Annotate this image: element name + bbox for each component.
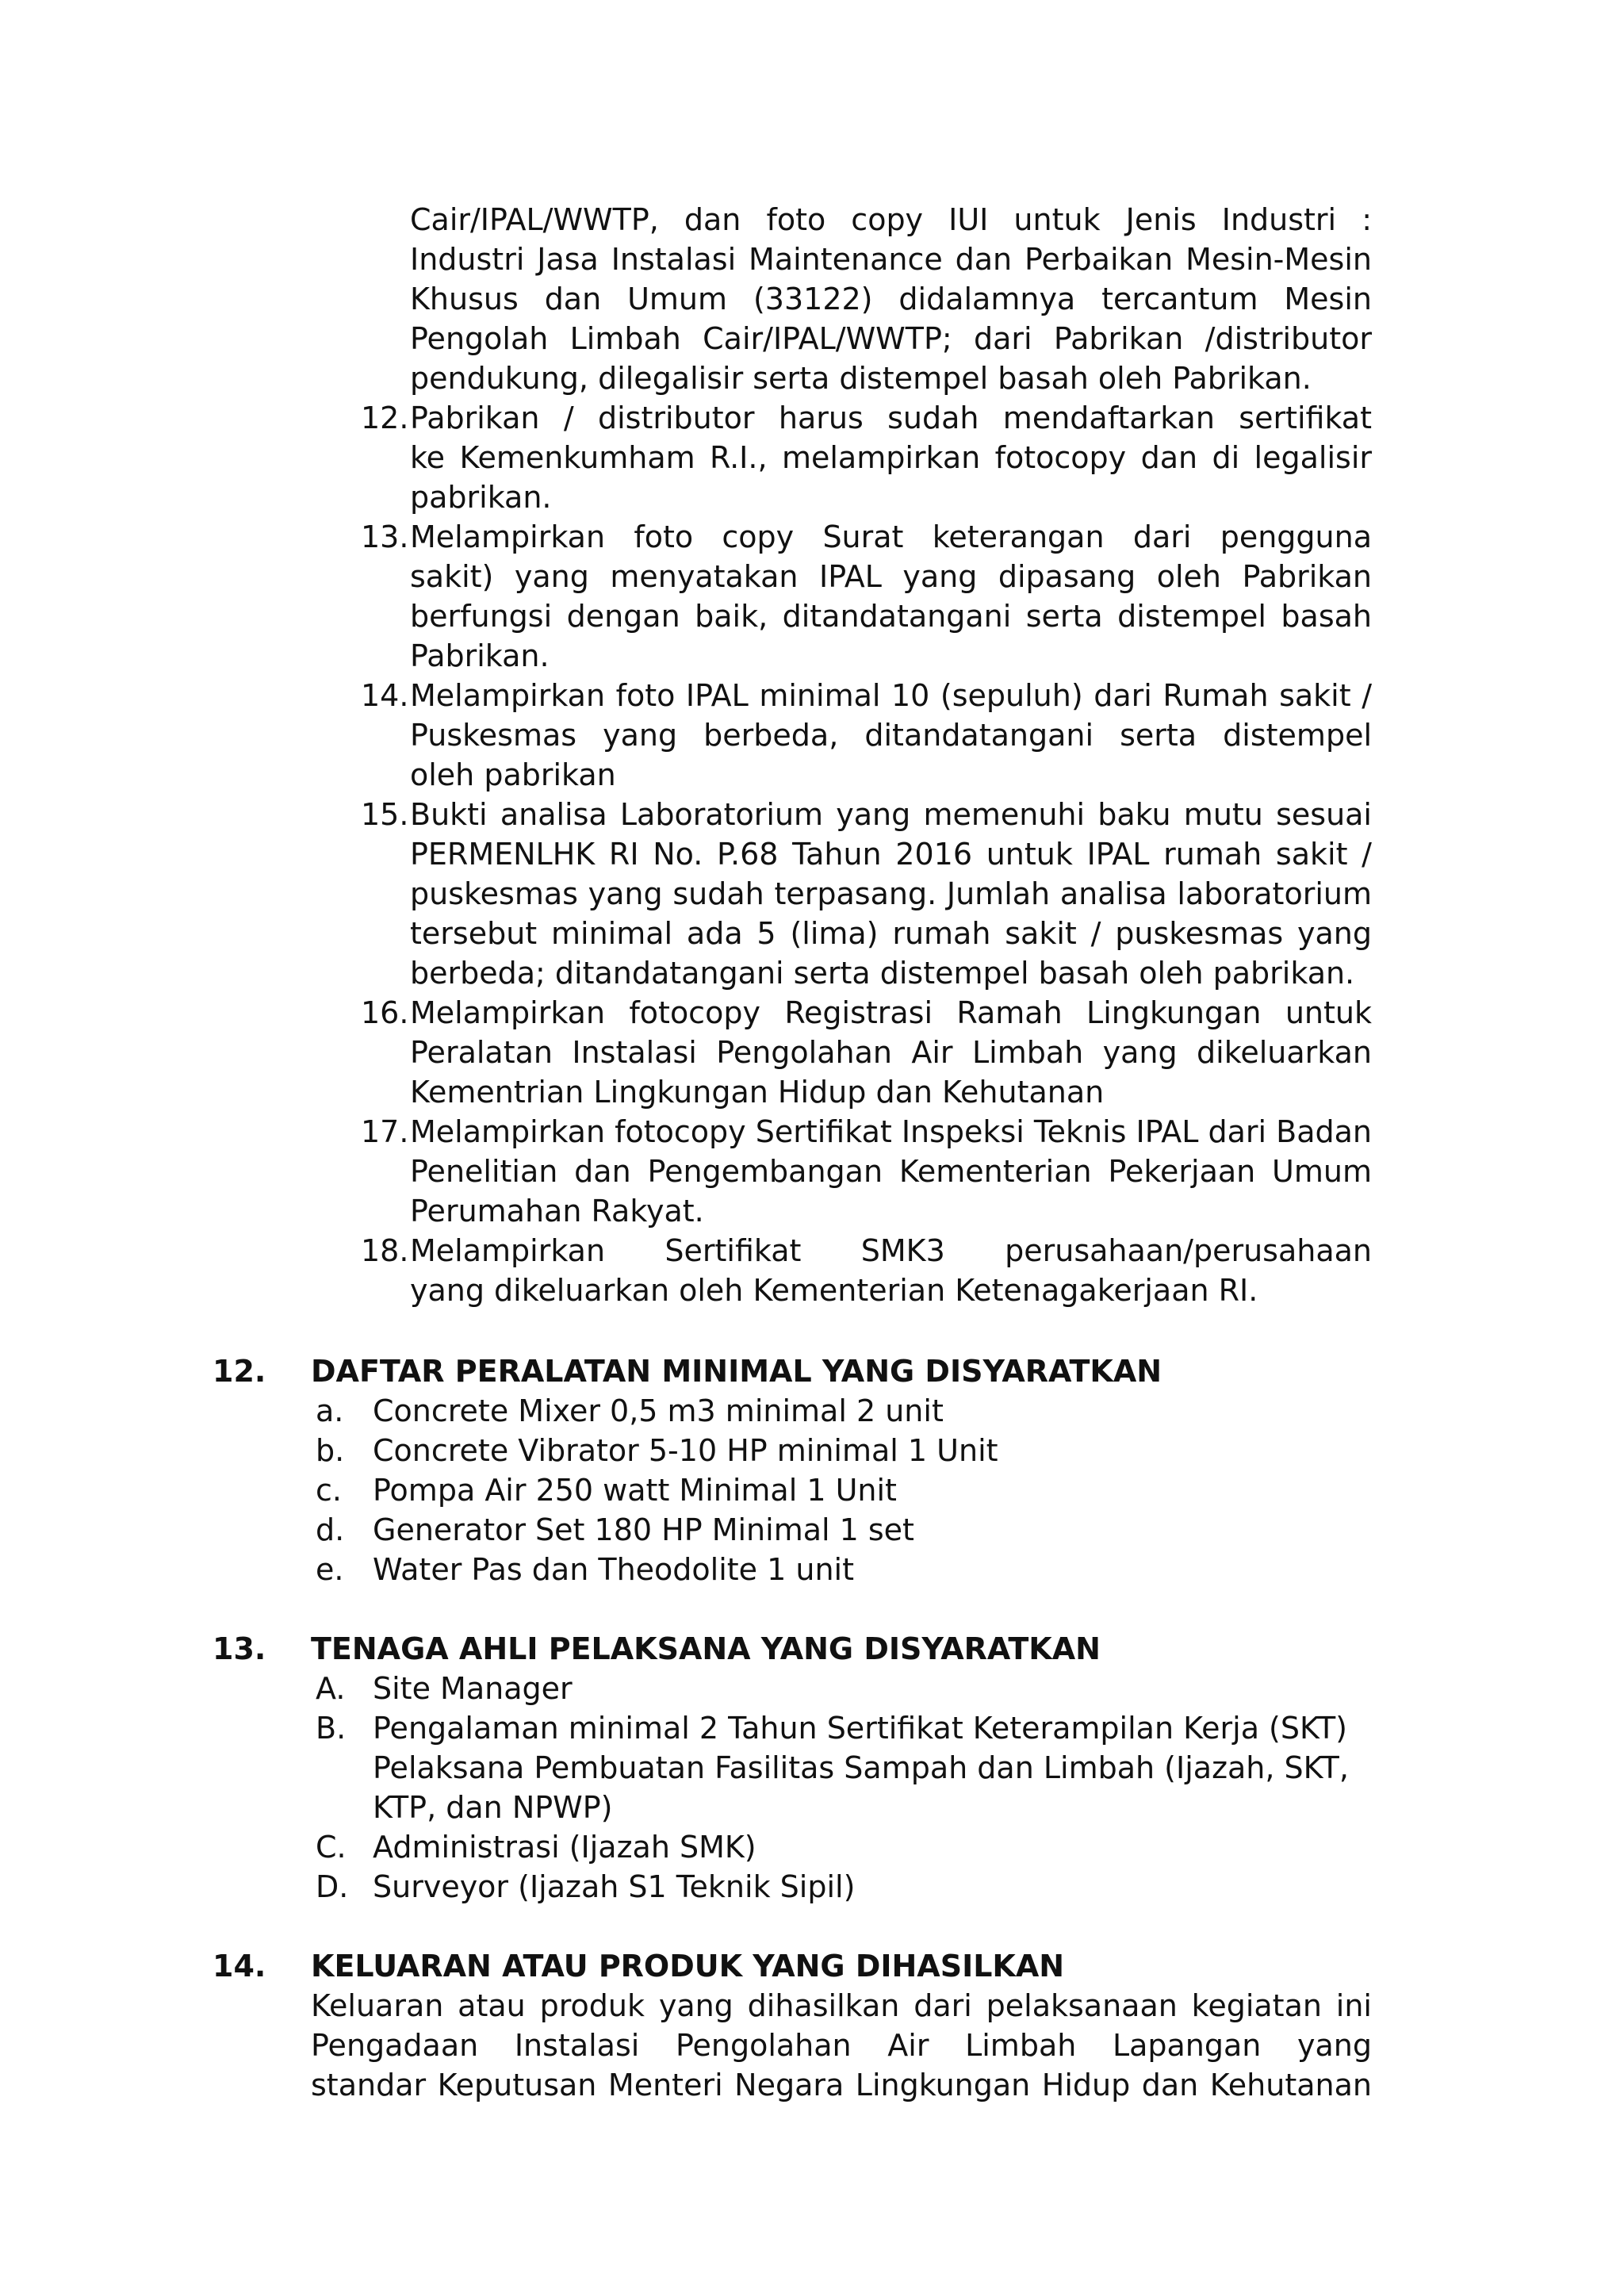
list-letter: b. — [316, 1433, 345, 1468]
section-heading: DAFTAR PERALATAN MINIMAL YANG DISYARATKAN — [311, 1354, 1162, 1389]
text-line: Melampirkan fotocopy Registrasi Ramah Lingkungan untuk — [410, 995, 1372, 1030]
text-line: Melampirkan fotocopy Sertifikat Inspeksi Teknis IPAL dari Badan — [410, 1114, 1372, 1149]
text-line: Bukti analisa Laboratorium yang memenuhi baku mutu sesuai — [410, 797, 1372, 832]
list-number: 12. — [361, 401, 409, 435]
list-item: Water Pas dan Theodolite 1 unit — [373, 1552, 854, 1587]
list-number: 15. — [361, 797, 409, 832]
text-line: Pengolah Limbah Cair/IPAL/WWTP; dari Pabrikan /distributor — [410, 321, 1372, 356]
text-line: oleh pabrikan — [410, 757, 616, 792]
text-line: KTP, dan NPWP) — [373, 1790, 613, 1825]
text-line: Penelitian dan Pengembangan Kementerian Pekerjaan Umum — [410, 1154, 1372, 1189]
text-line: Melampirkan Sertifikat SMK3 perusahaan/perusahaan — [410, 1233, 1372, 1268]
text-line: Pabrikan / distributor harus sudah mendaftarkan sertifikat — [410, 401, 1372, 435]
list-item: Concrete Vibrator 5-10 HP minimal 1 Unit — [373, 1433, 998, 1468]
text-line: Kementrian Lingkungan Hidup dan Kehutanan — [410, 1075, 1105, 1110]
list-item: Pompa Air 250 watt Minimal 1 Unit — [373, 1473, 897, 1508]
text-line: puskesmas yang sudah terpasang. Jumlah analisa laboratorium — [410, 876, 1372, 911]
list-item: Generator Set 180 HP Minimal 1 set — [373, 1512, 914, 1547]
text-line: Khusus dan Umum (33122) didalamnya tercantum Mesin — [410, 282, 1372, 316]
list-item: Site Manager — [373, 1671, 573, 1706]
text-line: Pabrikan. — [410, 638, 550, 673]
section-number: 13. — [213, 1631, 266, 1666]
list-letter: c. — [316, 1473, 342, 1508]
section-number: 14. — [213, 1949, 266, 1984]
text-line: Melampirkan foto copy Surat keterangan dari pengguna — [410, 519, 1372, 554]
text-line: Melampirkan foto IPAL minimal 10 (sepuluh) dari Rumah sakit / — [410, 678, 1372, 713]
text-line: PERMENLHK RI No. P.68 Tahun 2016 untuk IPAL rumah sakit / — [410, 837, 1372, 872]
text-line: berbeda; ditandatangani serta distempel basah oleh pabrikan. — [410, 956, 1355, 991]
list-number: 18. — [361, 1233, 409, 1268]
list-item: Surveyor (Ijazah S1 Teknik Sipil) — [373, 1869, 856, 1904]
text-line: Perumahan Rakyat. — [410, 1194, 704, 1228]
text-line: Keluaran atau produk yang dihasilkan dari pelaksanaan kegiatan ini — [311, 1988, 1372, 2023]
text-line: berfungsi dengan baik, ditandatangani serta distempel basah — [410, 599, 1372, 634]
text-line: standar Keputusan Menteri Negara Lingkungan Hidup dan Kehutanan — [311, 2068, 1372, 2102]
list-number: 16. — [361, 995, 409, 1030]
section-number: 12. — [213, 1354, 266, 1389]
list-number: 17. — [361, 1114, 409, 1149]
text-line: ke Kemenkumham R.I., melampirkan fotocopy dan di legalisir — [410, 440, 1372, 475]
list-letter: a. — [316, 1393, 344, 1428]
list-letter: A. — [316, 1671, 346, 1706]
text-line: sakit) yang menyatakan IPAL yang dipasang oleh Pabrikan — [410, 559, 1372, 594]
text-line: pabrikan. — [410, 480, 552, 515]
list-letter: B. — [316, 1711, 347, 1746]
text-line: Cair/IPAL/WWTP, dan foto copy IUI untuk Jenis Industri : — [410, 202, 1372, 237]
text-line: yang dikeluarkan oleh Kementerian Ketenagakerjaan RI. — [410, 1273, 1258, 1308]
list-item: Pengalaman minimal 2 Tahun Sertifikat Keterampilan Kerja (SKT) — [373, 1711, 1348, 1746]
list-item: Administrasi (Ijazah SMK) — [373, 1830, 756, 1865]
text-line: tersebut minimal ada 5 (lima) rumah sakit / puskesmas yang — [410, 916, 1372, 951]
list-item: Concrete Mixer 0,5 m3 minimal 2 unit — [373, 1393, 944, 1428]
list-letter: D. — [316, 1869, 349, 1904]
section-heading: KELUARAN ATAU PRODUK YANG DIHASILKAN — [311, 1949, 1065, 1984]
list-number: 14. — [361, 678, 409, 713]
text-line: Puskesmas yang berbeda, ditandatangani serta distempel — [410, 718, 1372, 753]
list-letter: e. — [316, 1552, 344, 1587]
list-letter: d. — [316, 1512, 345, 1547]
text-line: Industri Jasa Instalasi Maintenance dan Perbaikan Mesin-Mesin — [410, 242, 1372, 277]
text-line: Pengadaan Instalasi Pengolahan Air Limbah Lapangan yang — [311, 2028, 1372, 2063]
section-heading: TENAGA AHLI PELAKSANA YANG DISYARATKAN — [311, 1631, 1101, 1666]
list-number: 13. — [361, 519, 409, 554]
text-line: Peralatan Instalasi Pengolahan Air Limbah yang dikeluarkan — [410, 1035, 1372, 1070]
text-line: Pelaksana Pembuatan Fasilitas Sampah dan Limbah (Ijazah, SKT, — [373, 1750, 1349, 1785]
list-letter: C. — [316, 1830, 347, 1865]
text-line: pendukung, dilegalisir serta distempel basah oleh Pabrikan. — [410, 361, 1312, 396]
